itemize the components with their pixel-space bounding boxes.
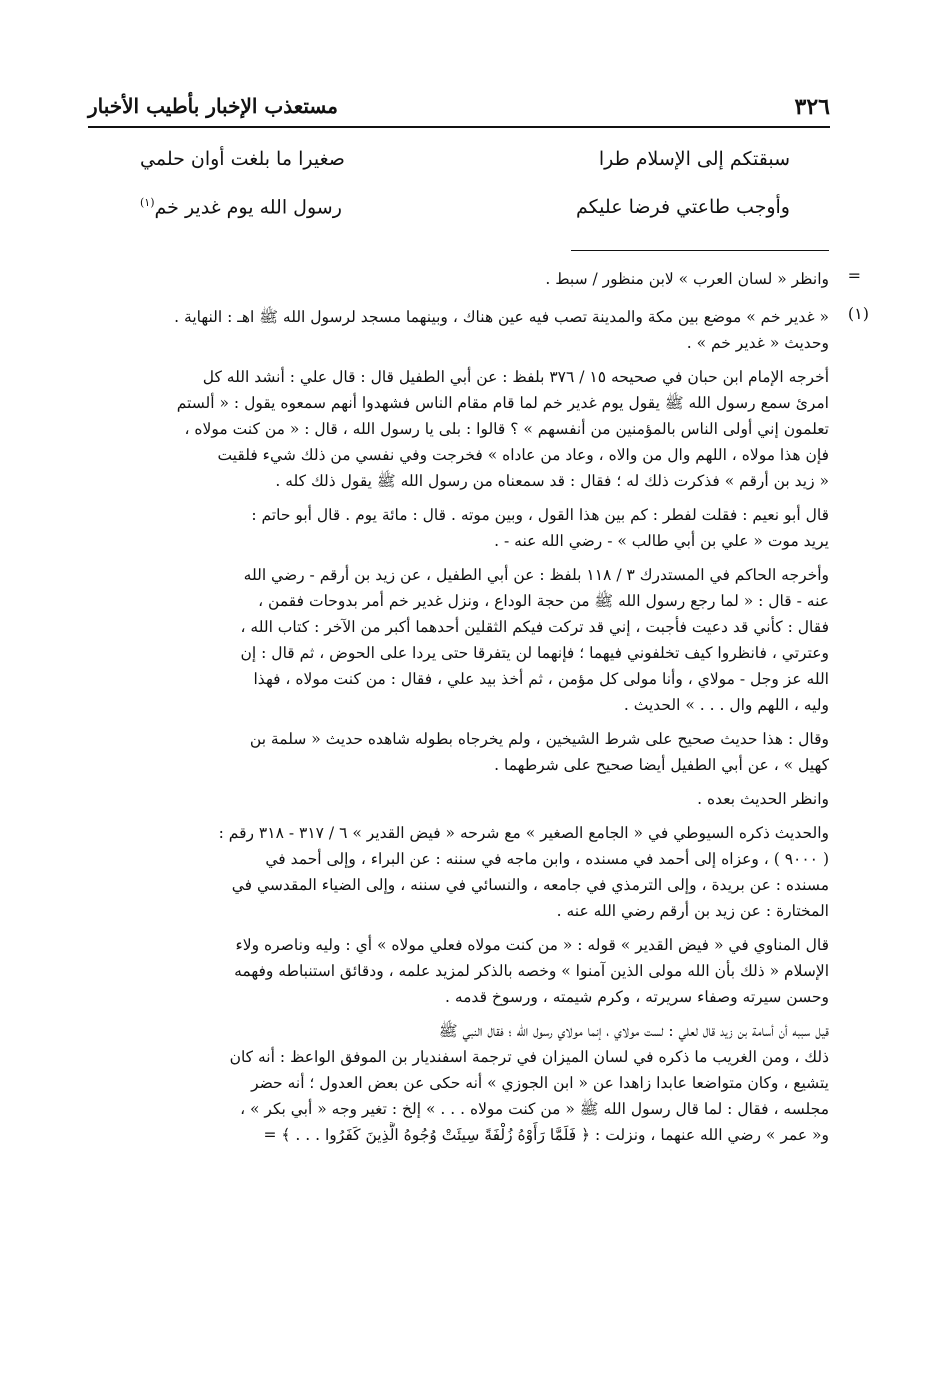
footnote-line: الإسلام « ذلك بأن الله مولى الذين آمنوا » وخصه بالذكر لمزيد علمه ، ودقائق استنباطه وفهمه [234,962,829,980]
footnote-line: وقال : هذا حديث صحيح على شرط الشيخين ، ولم يخرجاه بطوله شاهده حديث « سلمة بن [249,730,829,748]
footnote-line: وحديث « غدير خم » . [686,334,829,352]
continuation-marker: = [847,266,861,285]
verse-first-hemistich: سبقتكم إلى الإسلام طرا [598,148,790,170]
footnote-paragraph [86,502,829,554]
footnote-1 [86,304,869,1156]
footnote-paragraph [86,364,829,494]
footnote-separator [571,250,829,251]
footnote-paragraph [86,562,829,718]
footnote-line: ذلك ، ومن الغريب ما ذكره في لسان الميزان في ترجمة اسفنديار بن الموفق الواعظ : أنه كان [229,1048,829,1066]
footnote-line: الله عز وجل - مولاي ، وأنا مولى كل مؤمن ، ثم أخذ بيد علي ، فقال : من كنت مولاه ، فهذا [253,670,829,688]
footnote-line: كهيل » ، عن أبي الطفيل أيضا صحيح على شرطهما . [494,756,829,774]
footnote-line: فإن هذا مولاه ، اللهم وال من والاه ، وعاد من عاداه » فخرجت وفي نفسي من ذلك شيء فلقيت [217,446,829,464]
poem-verse [140,196,790,232]
running-header [88,92,830,122]
verse-second-hemistich: صغيرا ما بلغت أوان حلمي [140,148,345,170]
footnote-line: « غدير خم » موضع بين مكة والمدينة تصب فيه عين هناك ، وبينهما مسجد لرسول الله ﷺ اهـ : النهاية . [174,308,829,326]
footnote-line: تعلمون إني أولى الناس بالمؤمنين من أنفسهم » ؟ قالوا : بلى يا رسول الله ، قال : « من كنت مولاه ، [184,420,829,438]
footnote-line: قيل سببه أن أسامة بن زيد قال لعلي : لست مولاي ، إنما مولاي رسول الله ؛ فقال النبي ﷺ [438,1022,829,1040]
footnote-line: وانظر « لسان العرب » لابن منظور / سبط . [545,270,829,288]
footnote-paragraph [86,820,829,924]
footnote-line: مسنده : عن بريدة ، وإلى الترمذي في جامعه ، والنسائي في سننه ، وإلى الضياء المقدسي في [231,876,829,894]
verse-second-hemistich [140,196,342,218]
footnote-paragraph [86,786,829,812]
footnote-reference: (١) [140,196,155,209]
footnote-line: امرئ سمع رسول الله ﷺ يقول يوم غدير خم لما قام مقام الناس فشهدوا أنهم سمعوه يقول : « ألستم [176,394,829,412]
verse-second-hemistich-text: رسول الله يوم غدير خم [154,196,342,219]
footnote-paragraph [86,932,829,1010]
footnote-line: قال أبو نعيم : فقلت لفطر : كم بين هذا القول ، وبين موته . قال : مائة يوم . قال أبو حاتم : [251,506,829,524]
footnote-line: « زيد بن أرقم » فذكرت ذلك له ؛ فقال : قد سمعناه من رسول الله ﷺ يقول ذلك كله . [275,472,829,490]
footnote-line: وانظر الحديث بعده . [697,790,829,808]
footnote-line: مجلسه ، فقال : لما قال رسول الله ﷺ « من كنت مولاه . . . » إلخ : تغير وجه « أبي بكر » ، [240,1100,829,1118]
footnote-continuation [86,266,861,292]
footnote-line: يريد موت « علي بن أبي طالب » - رضي الله عنه - . [494,532,829,550]
footnote-line: ( ٩٠٠٠ ) ، وعزاه إلى أحمد في مسنده ، وابن ماجه في سننه : عن البراء ، وإلى أحمد في [265,850,829,868]
footnote-number: (١) [847,304,869,323]
footnote-line: عنه - قال : « لما رجع رسول الله ﷺ من حجة الوداع ، ونزل غدير خم أمر بدوحات فقمن ، [258,592,829,610]
footnote-paragraph [86,304,829,356]
page-number: ٣٢٦ [794,94,830,120]
footnote-line: أخرجه الإمام ابن حبان في صحيحه ١٥ / ٣٧٦ بلفظ : عن أبي الطفيل قال : قال علي : أنشد الله كل [202,368,829,386]
footnote-paragraph [86,726,829,778]
footnote-paragraph [86,1018,829,1148]
book-title: مستعذب الإخبار بأطيب الأخبار [88,94,338,118]
footnote-line: وأخرجه الحاكم في المستدرك ٣ / ١١٨ بلفظ : عن أبي الطفيل ، عن زيد بن أرقم - رضي الله [243,566,829,584]
footnote-line: وحسن سيرته وصفاء سريرته ، وكرم شيمته ، ورسوخ قدمه . [444,988,829,1006]
poem-verse [140,148,790,184]
footnote-line: والحديث ذكره السيوطي في « الجامع الصغير » مع شرحه « فيض القدير » ٦ / ٣١٧ - ٣١٨ رقم : [218,824,829,842]
footnote-line: و« عمر » رضي الله عنهما ، ونزلت : ﴿ فَلَمَّا رَأَوْهُ زُلْفَةً سِيئَتْ وُجُوهُ الَّذِينَ كَفَرُوا . . . ﴾ = [263,1126,829,1144]
footnote-line: فقال : كأني قد دعيت فأجبت ، إني قد تركت فيكم الثقلين أحدهما أكبر من الآخر : كتاب الله ، [240,618,829,636]
verse-first-hemistich: وأوجب طاعتي فرضا عليكم [576,196,790,218]
footnote-line: وعترتي ، فانظروا كيف تخلفوني فيهما ؛ فإنهما لن يتفرقا حتى يردا على الحوض ، ثم قال : إن [240,644,829,662]
footnote-line: قال المناوي في « فيض القدير » قوله : « من كنت مولاه فعلي مولاه » أي : وليه وناصره ولاء [235,936,829,954]
footnote-line: المختارة : عن زيد بن أرقم رضي الله عنه . [556,902,829,920]
footnote-line: وليه ، اللهم وال . . . » الحديث . [623,696,829,714]
header-rule [88,126,830,128]
footnote-line: يتشيع ، وكان متواضعا عابدا زاهدا عن « ابن الجوزي » أنه حكى عن بعض العدول ؛ أنه حضر [251,1074,829,1092]
